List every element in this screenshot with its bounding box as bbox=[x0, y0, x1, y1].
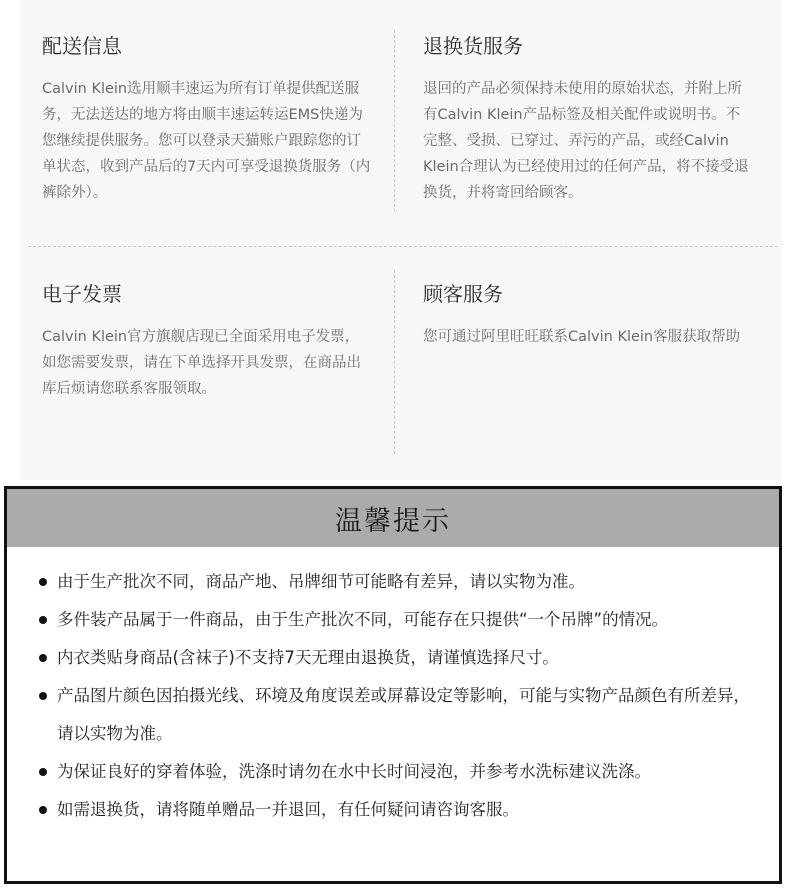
tips-box bbox=[4, 486, 782, 884]
vertical-divider-top bbox=[394, 30, 395, 212]
tip-text: 如需退换货，请将随单赠品一并退回，有任何疑问请咨询客服。 bbox=[57, 800, 519, 819]
returns-service-section bbox=[423, 32, 753, 206]
tip-text: 由于生产批次不同，商品产地、吊牌细节可能略有差异，请以实物为准。 bbox=[57, 572, 585, 591]
list-item bbox=[39, 677, 759, 753]
bullet-icon bbox=[39, 692, 47, 700]
shipping-info-body: Calvin Klein选用顺丰速运为所有订单提供配送服务，无法送达的地方将由顺丰速运转运EMS快递为您继续提供服务。您可以登录天猫账户跟踪您的订单状态，收到产品后的7天内可享受退换货服务（内裤除外）。 bbox=[42, 81, 371, 201]
bullet-icon bbox=[39, 768, 47, 776]
customer-service-title: 顾客服务 bbox=[423, 282, 503, 306]
tips-header bbox=[7, 489, 779, 547]
list-item bbox=[39, 601, 759, 639]
list-item bbox=[39, 639, 759, 677]
returns-service-body: 退回的产品必须保持未使用的原始状态，并附上所有Calvin Klein产品标签及相关配件或说明书。不完整、受损、已穿过、弄污的产品，或经Calvin Klein合理认为已经使用过的任何产品，将不接受退换货，并将寄回给顾客。 bbox=[423, 81, 749, 201]
bullet-icon bbox=[39, 616, 47, 624]
tips-title: 温馨提示 bbox=[335, 505, 451, 537]
returns-service-title: 退换货服务 bbox=[423, 34, 523, 58]
bullet-icon bbox=[39, 578, 47, 586]
e-invoice-title: 电子发票 bbox=[42, 282, 122, 306]
customer-service-section bbox=[423, 280, 753, 350]
customer-service-body: 您可通过阿里旺旺联系Calvin Klein客服获取帮助 bbox=[423, 329, 741, 345]
tip-text: 产品图片颜色因拍摄光线、环境及角度误差或屏幕设定等影响，可能与实物产品颜色有所差异，请以实物为准。 bbox=[57, 686, 750, 743]
vertical-divider-bottom bbox=[394, 270, 395, 454]
shipping-info-section bbox=[42, 32, 372, 206]
tip-text: 内衣类贴身商品(含袜子)不支持7天无理由退换货，请谨慎选择尺寸。 bbox=[57, 648, 559, 667]
horizontal-divider bbox=[28, 246, 778, 247]
e-invoice-body: Calvin Klein官方旗舰店现已全面采用电子发票，如您需要发票，请在下单选择开具发票，在商品出库后烦请您联系客服领取。 bbox=[42, 329, 361, 397]
shipping-info-title: 配送信息 bbox=[42, 34, 122, 58]
list-item bbox=[39, 791, 759, 829]
list-item bbox=[39, 563, 759, 601]
e-invoice-section bbox=[42, 280, 372, 402]
tip-text: 多件装产品属于一件商品，由于生产批次不同，可能存在只提供“一个吊牌”的情况。 bbox=[57, 610, 669, 629]
store-info-panel bbox=[20, 0, 782, 480]
bullet-icon bbox=[39, 806, 47, 814]
tips-list bbox=[7, 547, 779, 829]
list-item bbox=[39, 753, 759, 791]
tip-text: 为保证良好的穿着体验，洗涤时请勿在水中长时间浸泡，并参考水洗标建议洗涤。 bbox=[57, 762, 651, 781]
bullet-icon bbox=[39, 654, 47, 662]
